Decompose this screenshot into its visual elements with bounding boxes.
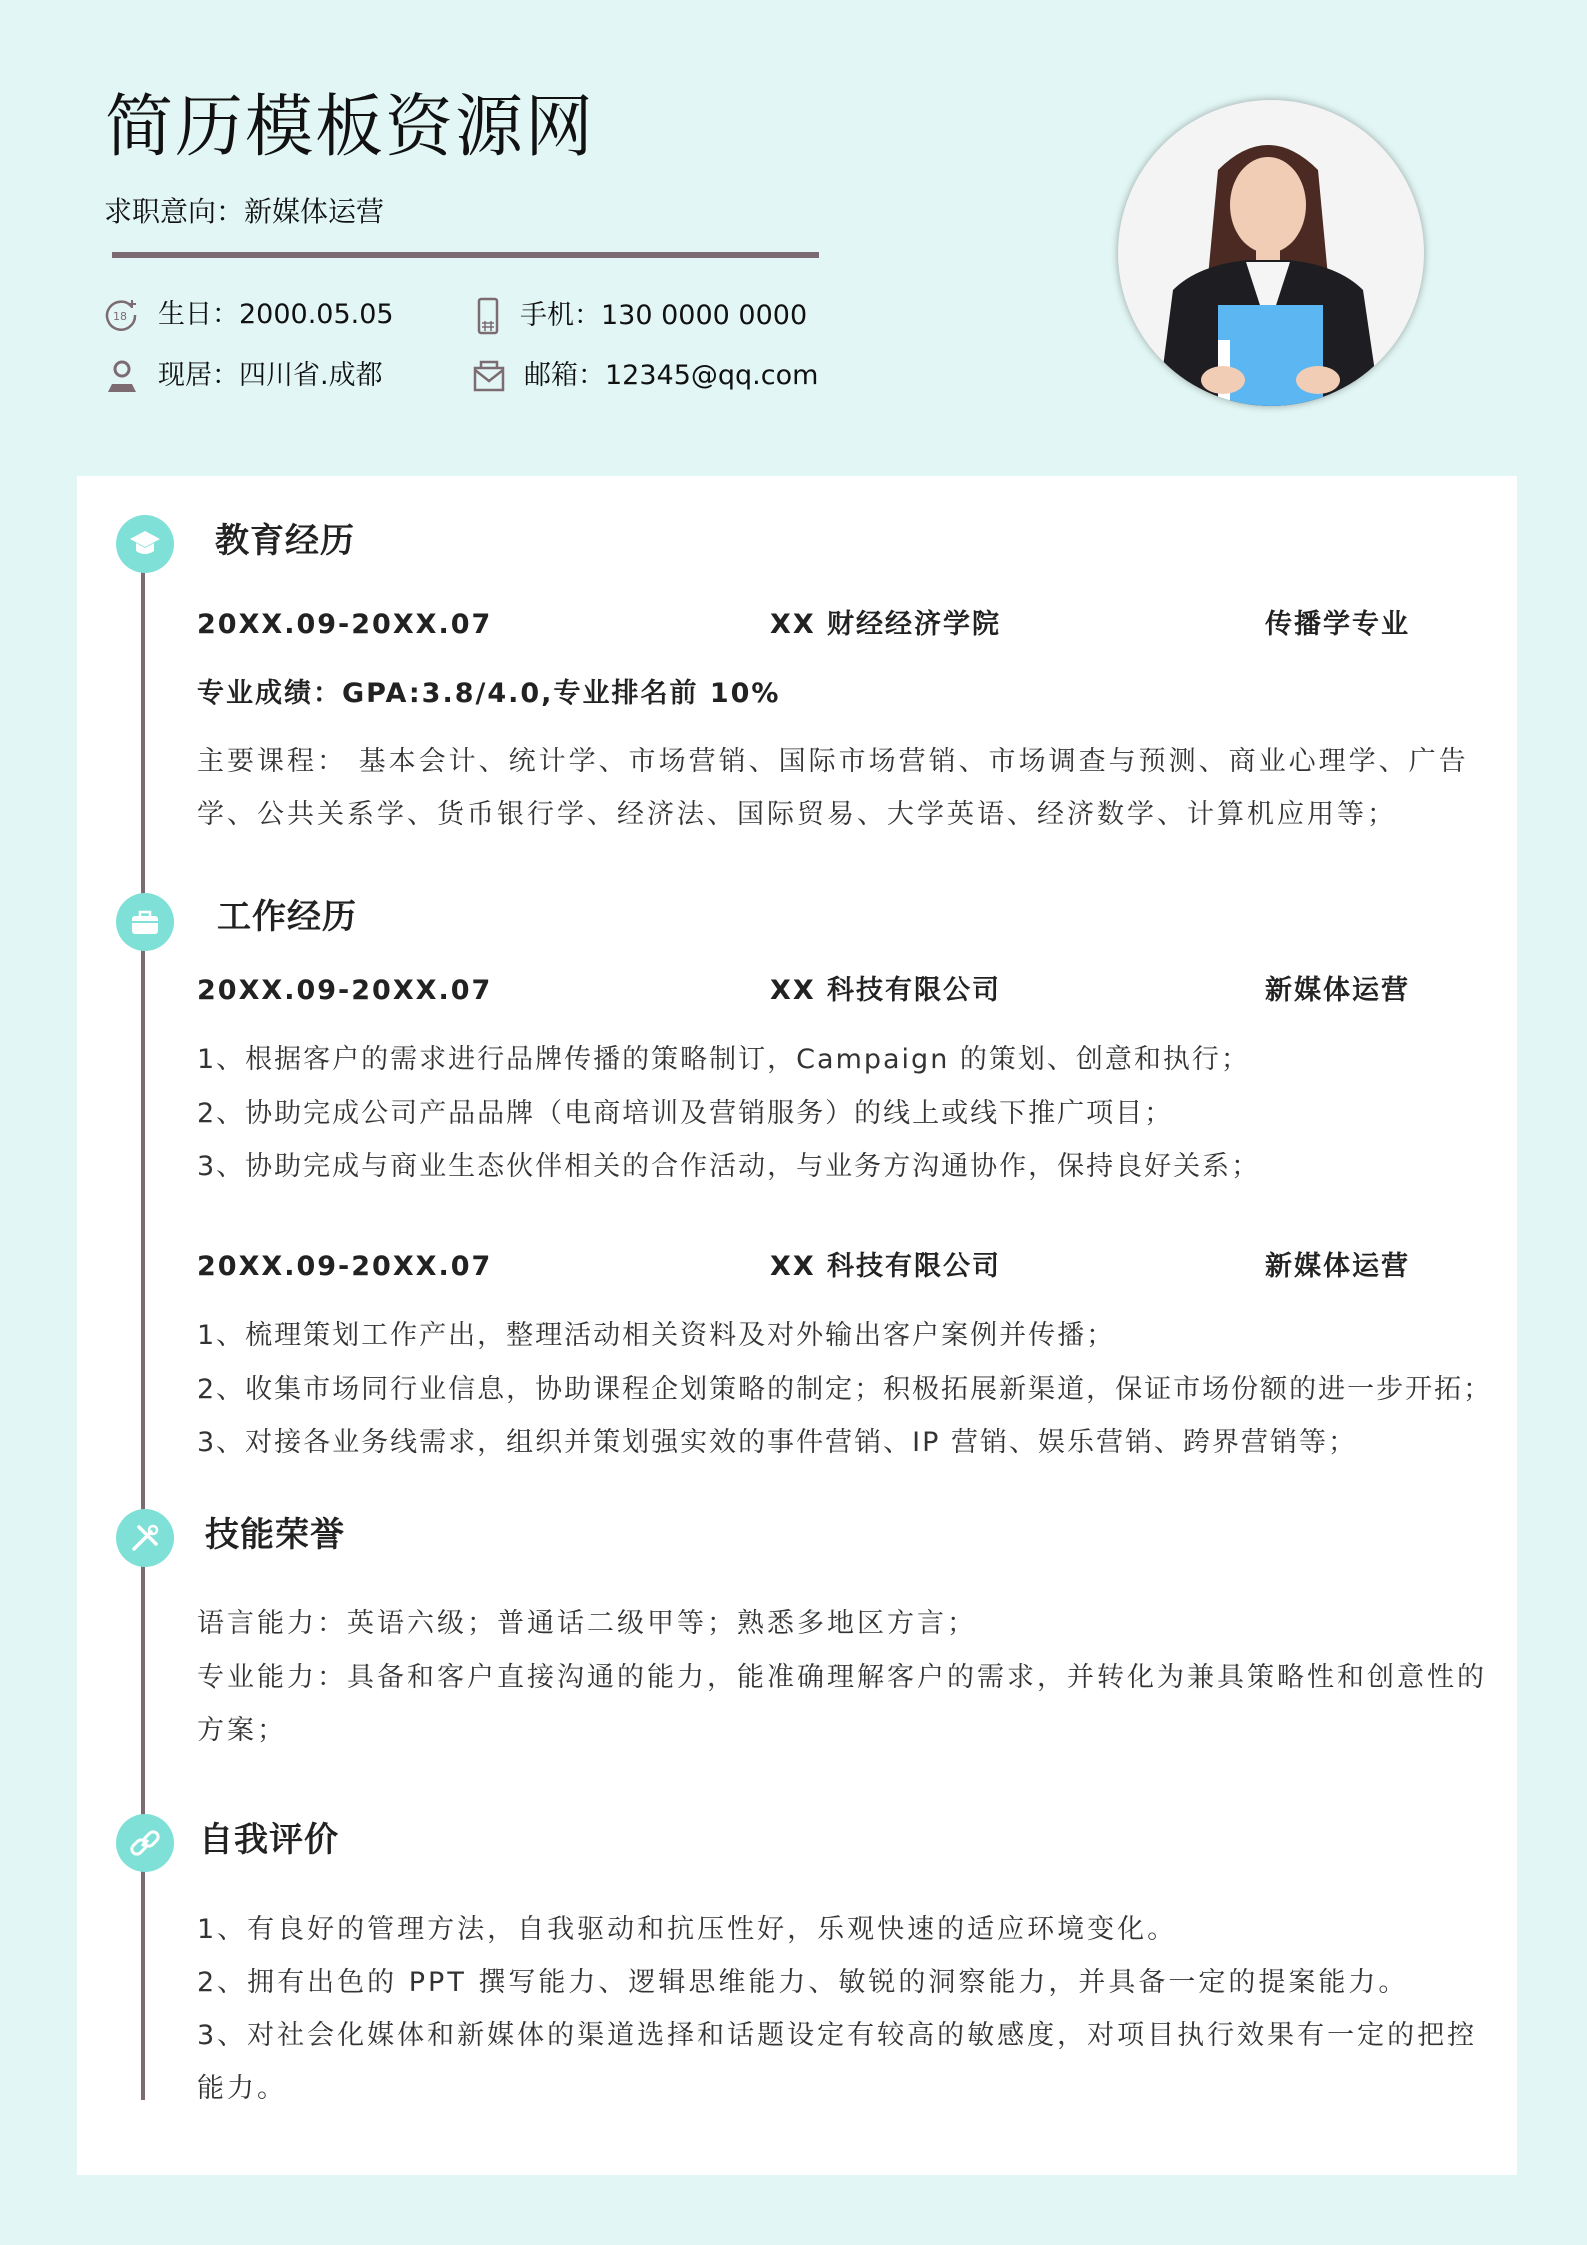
job-item: 3、对接各业务线需求，组织并策划强实效的事件营销、IP 营销、娱乐营销、跨界营销等；	[197, 1427, 1358, 1458]
residence-row	[104, 358, 383, 394]
job-intent: 求职意向：新媒体运营	[104, 195, 385, 228]
self-item: 3、对社会化媒体和新媒体的渠道选择和话题设定有较高的敏感度，对项目执行效果有一定的把控能力。	[197, 2020, 1478, 2104]
job-role: 新媒体运营	[1265, 975, 1410, 1006]
job-item: 2、协助完成公司产品品牌（电商培训及营销服务）的线上或线下推广项目；	[197, 1098, 1174, 1129]
job-item: 1、梳理策划工作产出，整理活动相关资料及对外输出客户案例并传播；	[197, 1320, 1116, 1351]
job-role: 新媒体运营	[1265, 1251, 1410, 1282]
email-row	[472, 358, 818, 394]
skills-title: 技能荣誉	[205, 1515, 345, 1555]
svg-text:18: 18	[113, 310, 127, 323]
birthday: 生日：2000.05.05	[158, 299, 394, 330]
skill-item: 专业能力：具备和客户直接沟通的能力，能准确理解客户的需求，并转化为兼具策略性和创意性的方案；	[197, 1662, 1487, 1746]
briefcase-icon	[116, 893, 174, 951]
edu-major: 传播学专业	[1265, 609, 1410, 640]
link-icon	[116, 1814, 174, 1872]
divider	[112, 252, 819, 258]
self-eval-title: 自我评价	[199, 1820, 339, 1860]
phone: 手机：130 0000 0000	[520, 300, 808, 331]
edu-courses: 主要课程： 基本会计、统计学、市场营销、国际市场营销、市场调查与预测、商业心理学、广告学、公共关系学、货币银行学、经济法、国际贸易、大学英语、经济数学、计算机应用等；	[197, 746, 1469, 830]
phone-icon	[474, 297, 502, 335]
self-item: 1、有良好的管理方法，自我驱动和抗压性好，乐观快速的适应环境变化。	[197, 1914, 1178, 1945]
profile-photo	[1118, 100, 1424, 406]
job-item: 1、根据客户的需求进行品牌传播的策略制订，Campaign 的策划、创意和执行；	[197, 1044, 1250, 1075]
graduation-cap-icon	[116, 515, 174, 573]
birthday-row	[104, 297, 394, 333]
work-title: 工作经历	[217, 897, 357, 937]
edu-school: XX 财经经济学院	[770, 609, 1002, 640]
name-title: 简历模板资源网	[105, 88, 596, 167]
education-title: 教育经历	[215, 521, 355, 561]
mail-icon	[472, 359, 506, 393]
skill-item: 语言能力：英语六级；普通话二级甲等；熟悉多地区方言；	[197, 1608, 977, 1639]
self-item: 2、拥有出色的 PPT 撰写能力、逻辑思维能力、敏锐的洞察能力，并具备一定的提案能力。	[197, 1967, 1409, 1998]
residence: 现居：四川省.成都	[158, 360, 383, 391]
job-item: 3、协助完成与商业生态伙伴相关的合作活动，与业务方沟通协作，保持良好关系；	[197, 1151, 1261, 1182]
job-company: XX 科技有限公司	[770, 975, 1002, 1006]
job-date: 20XX.09-20XX.07	[197, 975, 493, 1006]
edu-date: 20XX.09-20XX.07	[197, 609, 493, 640]
job-item: 2、收集市场同行业信息，协助课程企划策略的制定；积极拓展新渠道，保证市场份额的进一步开拓；	[197, 1374, 1493, 1405]
age-icon	[104, 297, 140, 333]
job-company: XX 科技有限公司	[770, 1251, 1002, 1282]
location-person-icon	[104, 358, 140, 394]
phone-row	[474, 297, 807, 335]
job-date: 20XX.09-20XX.07	[197, 1251, 493, 1282]
tools-icon	[116, 1509, 174, 1567]
email: 邮箱：12345@qq.com	[524, 360, 819, 391]
edu-gpa: 专业成绩：GPA:3.8/4.0,专业排名前 10%	[197, 678, 781, 709]
